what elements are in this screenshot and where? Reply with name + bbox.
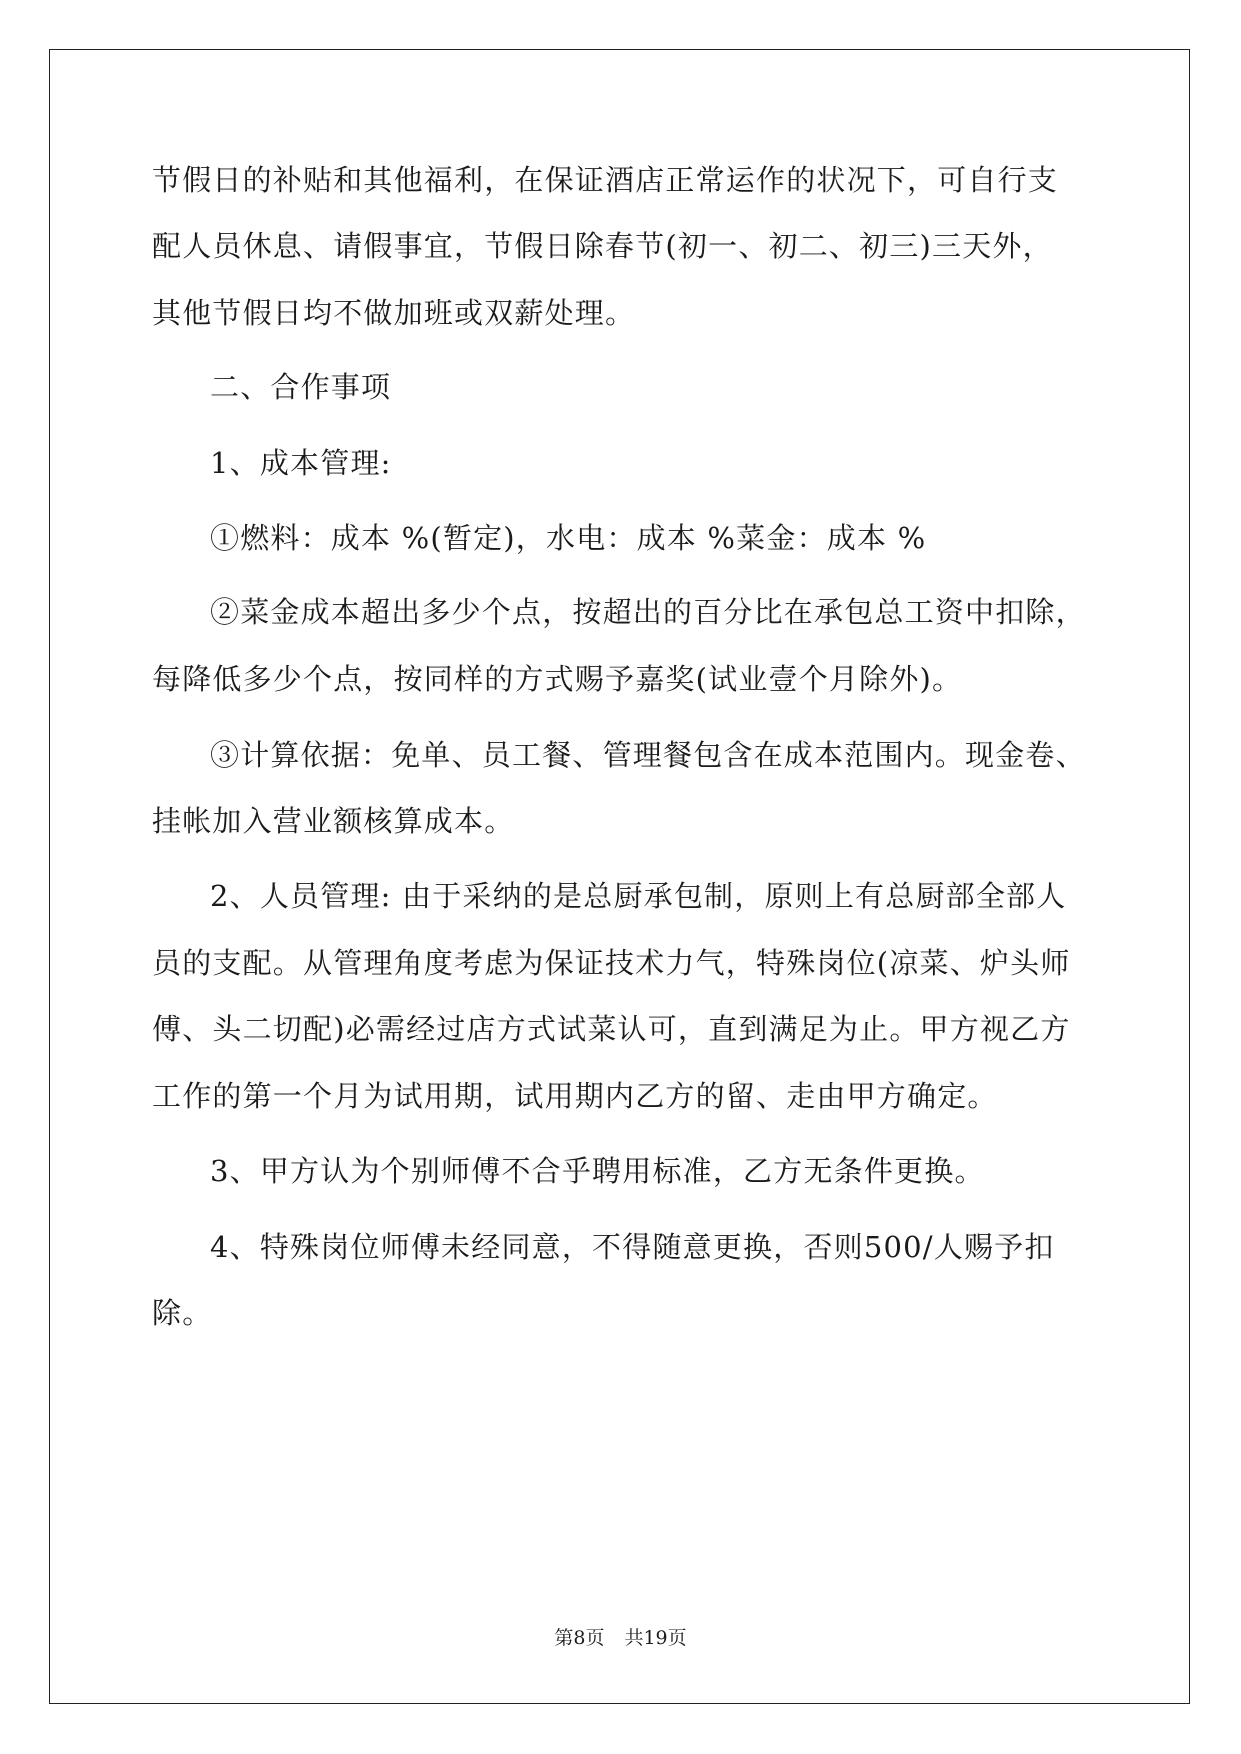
page-number: 第8页 — [554, 1627, 605, 1649]
paragraph-line: 3、甲方认为个别师傅不合乎聘用标准，乙方无条件更换。 — [210, 1154, 985, 1188]
paragraph-line: ②菜金成本超出多少个点，按超出的百分比在承包总工资中扣除， — [210, 595, 1086, 629]
paragraph-line: 其他节假日均不做加班或双薪处理。 — [152, 296, 636, 330]
paragraph-line: 配人员休息、请假事宜，节假日除春节(初一、初二、初三)三天外， — [152, 229, 1053, 263]
paragraph-line: 员的支配。从管理角度考虑为保证技术力气，特殊岗位(凉菜、炉头师 — [152, 946, 1071, 980]
paragraph-line: 节假日的补贴和其他福利，在保证酒店正常运作的状况下，可自行支 — [152, 163, 1059, 197]
paragraph-line: 每降低多少个点，按同样的方式赐予嘉奖(试业壹个月除外)。 — [152, 662, 963, 696]
paragraph-line: 傅、头二切配)必需经过店方式试菜认可，直到满足为止。甲方视乙方 — [152, 1012, 1071, 1046]
subsection-heading: 1、成本管理: — [210, 446, 392, 480]
page-footer — [0, 1626, 1241, 1650]
paragraph-line: 除。 — [152, 1296, 213, 1330]
paragraph-line: 挂帐加入营业额核算成本。 — [152, 804, 515, 838]
section-heading: 二、合作事项 — [210, 370, 392, 404]
paragraph-line: 4、特殊岗位师傅未经同意，不得随意更换，否则500/人赐予扣 — [210, 1230, 1055, 1264]
paragraph-line: ①燃料：成本 %(暂定)，水电：成本 %菜金：成本 % — [210, 521, 927, 555]
paragraph-line: ③计算依据：免单、员工餐、管理餐包含在成本范围内。现金卷、 — [210, 738, 1086, 772]
page-total: 共19页 — [624, 1627, 687, 1649]
paragraph-line: 工作的第一个月为试用期，试用期内乙方的留、走由甲方确定。 — [152, 1079, 998, 1113]
paragraph-line: 2、人员管理: 由于采纳的是总厨承包制，原则上有总厨部全部人 — [210, 879, 1067, 913]
